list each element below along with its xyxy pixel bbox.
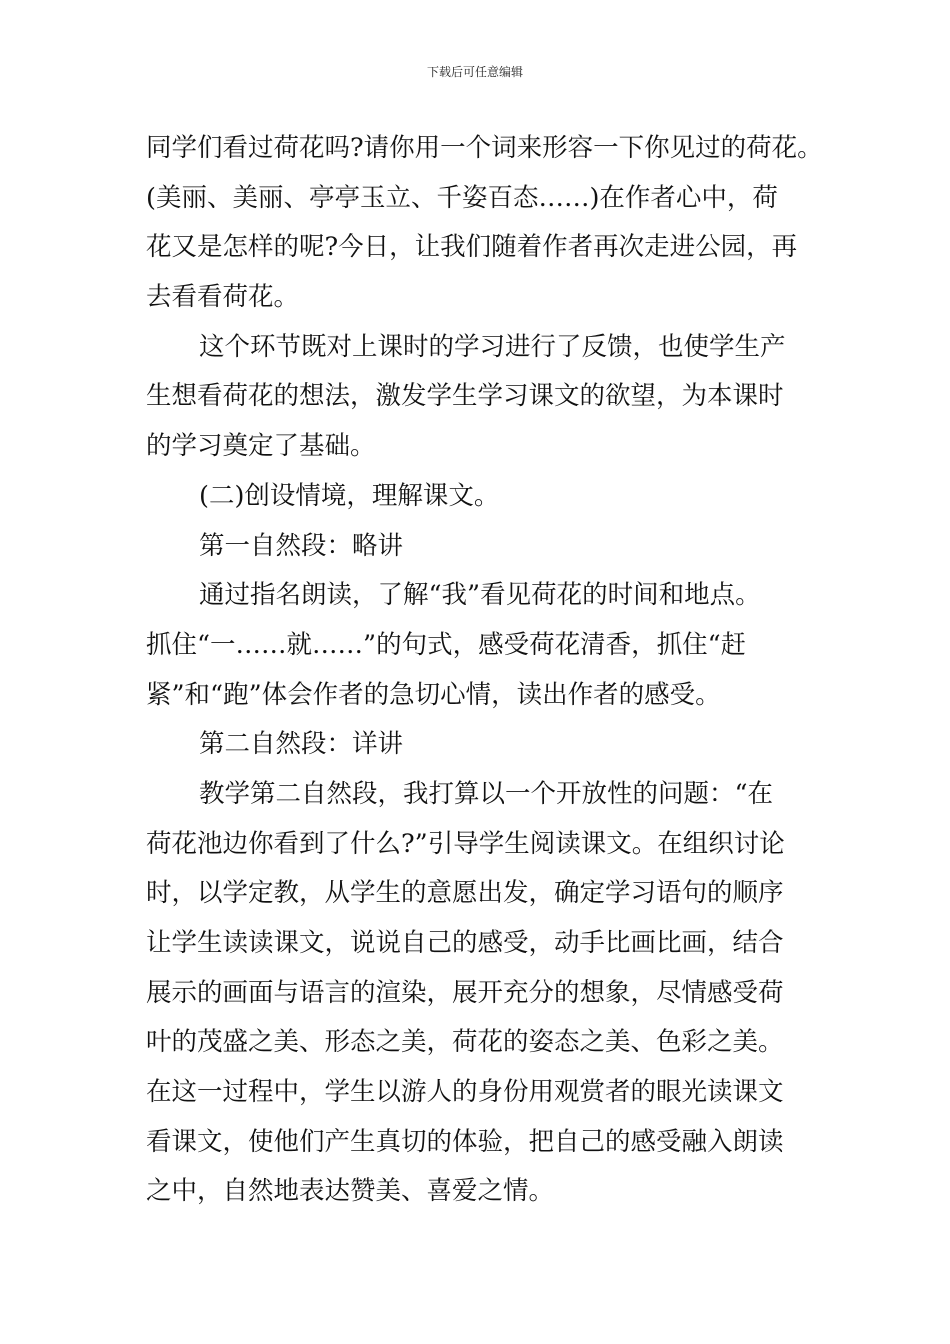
text-line: 花又是怎样的呢?今日，让我们随着作者再次走进公园，再 <box>146 232 798 263</box>
subsection-heading: 第一自然段：略讲 <box>199 530 404 561</box>
text-line: 紧”和“跑”体会作者的急切心情，读出作者的感受。 <box>146 679 721 710</box>
text-line: 让学生读读课文，说说自己的感受，动手比画比画，结合 <box>146 928 784 958</box>
text-line: 看课文，使他们产生真切的体验，把自己的感受融入朗读 <box>146 1126 784 1157</box>
text-line: 时，以学定教，从学生的意愿出发，确定学习语句的顺序 <box>146 878 784 909</box>
page-header: 下载后可任意编辑 <box>426 65 523 79</box>
text-line: 抓住“一……就……”的句式，感受荷花清香，抓住“赶 <box>146 629 747 660</box>
text-line: 同学们看过荷花吗?请你用一个词来形容一下你见过的荷花。 <box>146 133 823 163</box>
text-line: 荷花池边你看到了什么?”引导学生阅读课文。在组织讨论 <box>146 828 785 859</box>
text-line: 在这一过程中，学生以游人的身份用观赏者的眼光读课文 <box>146 1077 784 1108</box>
text-line: 的学习奠定了基础。 <box>146 431 376 462</box>
text-line: 生想看荷花的想法，激发学生学习课文的欲望，为本课时 <box>146 381 784 412</box>
text-line: 去看看荷花。 <box>146 282 300 313</box>
document-body <box>146 124 823 1217</box>
text-line: (美丽、美丽、亭亭玉立、千姿百态……)在作者心中，荷 <box>146 182 778 213</box>
text-line: 展示的画面与语言的渲染，展开充分的想象，尽情感受荷 <box>146 977 784 1008</box>
section-heading: (二)创设情境，理解课文。 <box>199 480 500 511</box>
paragraph-first-line: 这个环节既对上课时的学习进行了反馈，也使学生产 <box>199 331 786 362</box>
subsection-heading: 第二自然段：详讲 <box>199 729 404 760</box>
text-line: 之中，自然地表达赞美、喜爱之情。 <box>146 1176 555 1207</box>
paragraph-first-line: 通过指名朗读，了解“我”看见荷花的时间和地点。 <box>199 580 761 611</box>
text-line: 叶的茂盛之美、形态之美，荷花的姿态之美、色彩之美。 <box>146 1027 784 1058</box>
paragraph-first-line: 教学第二自然段，我打算以一个开放性的问题：“在 <box>199 778 774 809</box>
